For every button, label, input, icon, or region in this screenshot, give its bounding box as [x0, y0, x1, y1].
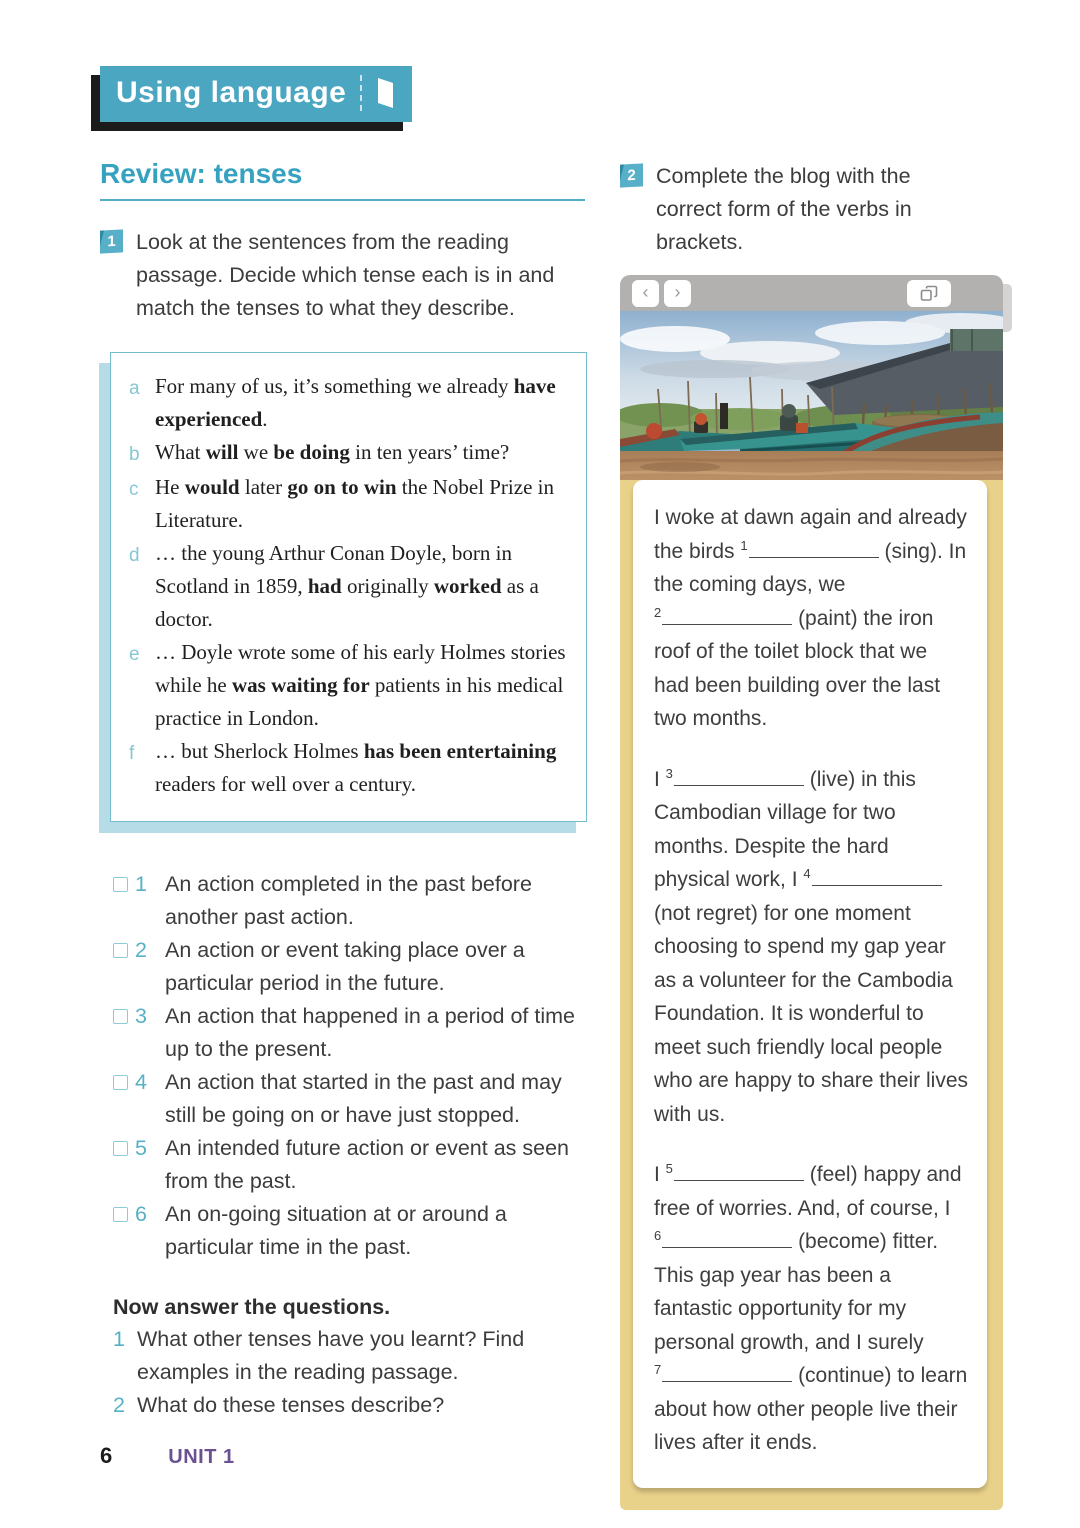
- sentence-item-f: [129, 735, 572, 801]
- match-number: 3: [135, 1004, 147, 1028]
- unit-label: UNIT 1: [168, 1446, 235, 1468]
- sentence-letter: a: [129, 378, 140, 399]
- village-boats-photo: [620, 311, 1003, 494]
- blog-paragraph-1: I woke at dawn again and already the birds $^1$ (sing). In the coming days, we $^2$ (paint) the iron roof of the toilet block that we had been building over the last two months.: [654, 506, 967, 730]
- match-text: An on-going situation at or around a particular time in the past.: [165, 1202, 507, 1259]
- blog-blank-7[interactable]: 7: [654, 1364, 792, 1387]
- blank-line: [662, 610, 792, 625]
- blog-blank-3[interactable]: 3: [666, 768, 804, 791]
- tense-match-item-6: [113, 1198, 587, 1264]
- using-language-banner: [100, 66, 412, 122]
- question-item-1: [113, 1323, 587, 1389]
- section-underline: [100, 199, 585, 201]
- forward-button[interactable]: [664, 280, 691, 307]
- blank-line: [812, 871, 942, 886]
- sentence-item-c: [129, 471, 572, 537]
- match-checkbox-3[interactable]: [113, 1009, 128, 1024]
- blog-paragraph-2: I $^3$ (live) in this Cambodian village for two months. Despite the hard physical work, I $^4$ (not regret) for one moment choosing to spend my gap year as a volunteer for the Cambodia Foundation. It is wonderful to meet such friendly local people who are happy to share their lives with us.: [654, 765, 969, 1126]
- sentence-text: What will we be doing in ten years’ time?: [155, 440, 510, 464]
- duplicate-window-button[interactable]: [907, 280, 951, 307]
- blog-paragraph-3: I $^5$ (feel) happy and free of worries. And, of course, I $^6$ (become) fitter. This gap year has been a fantastic opportunity for my personal growth, and I surely $^7$ (continue) to learn about how other people live their lives after it ends.: [654, 1161, 968, 1454]
- sentence-letter: d: [129, 545, 140, 566]
- blank-line: [749, 543, 879, 558]
- section-heading: [100, 158, 585, 201]
- duplicate-window-icon: [920, 285, 938, 302]
- match-text: An action completed in the past before another past action.: [165, 872, 532, 929]
- match-checkbox-2[interactable]: [113, 943, 128, 958]
- question-list: [113, 1323, 587, 1422]
- blank-line: [662, 1367, 792, 1382]
- sentence-letter: f: [129, 743, 135, 764]
- blog-blank-1[interactable]: 1: [740, 540, 878, 563]
- match-text: An action or event taking place over a particular period in the future.: [165, 938, 525, 995]
- question-text: What do these tenses describe?: [137, 1393, 445, 1417]
- forward-icon: ›: [674, 281, 681, 302]
- exercise-1: [100, 226, 587, 325]
- blog-blank-2[interactable]: 2: [654, 607, 792, 630]
- followup-heading: Now answer the questions.: [113, 1295, 391, 1319]
- match-number: 1: [135, 872, 147, 896]
- sentence-text: For many of us, it’s something we already have experienced.: [155, 374, 556, 431]
- sentence-box: [110, 352, 587, 822]
- exercise-1-instruction: Look at the sentences from the reading passage. Decide which tense each is in and match the tenses to what they describe.: [136, 230, 555, 320]
- back-button[interactable]: [632, 280, 659, 307]
- match-checkbox-5[interactable]: [113, 1141, 128, 1156]
- sentence-item-e: [129, 636, 572, 735]
- blank-line: [674, 771, 804, 786]
- sentence-letter: e: [129, 644, 140, 665]
- tense-match-item-5: [113, 1132, 587, 1198]
- sentence-text: … the young Arthur Conan Doyle, born in Scotland in 1859, had originally worked as a doctor.: [155, 541, 539, 631]
- tense-match-item-4: [113, 1066, 587, 1132]
- banner-title: Using language: [116, 76, 347, 109]
- sentence-item-d: [129, 537, 572, 636]
- page-footer: [100, 1443, 235, 1469]
- banner-divider: [360, 75, 362, 111]
- match-checkbox-1[interactable]: [113, 877, 128, 892]
- tense-match-item-1: [113, 868, 587, 934]
- blank-line: [662, 1233, 792, 1248]
- match-number: 6: [135, 1202, 147, 1226]
- sentence-letter: c: [129, 479, 139, 500]
- browser-window: [620, 275, 1003, 1510]
- exercise-2-instruction: Complete the blog with the correct form of the verbs in brackets.: [656, 164, 912, 254]
- browser-toolbar: [620, 275, 1003, 311]
- blog-blank-6[interactable]: 6: [654, 1230, 792, 1253]
- exercise-2-number-badge: 2: [620, 163, 643, 187]
- left-column: [100, 226, 587, 1422]
- question-text: What other tenses have you learnt? Find examples in the reading passage.: [137, 1327, 525, 1384]
- blog-card: [633, 480, 987, 1488]
- exercise-2: [620, 160, 1020, 259]
- bookmark-icon: [374, 76, 396, 110]
- page-number: 6: [100, 1443, 113, 1468]
- back-icon: ‹: [642, 281, 649, 302]
- tense-match-item-2: [113, 934, 587, 1000]
- exercise-1-number-badge: 1: [100, 229, 123, 253]
- match-checkbox-4[interactable]: [113, 1075, 128, 1090]
- blog-blank-5[interactable]: 5: [666, 1163, 804, 1186]
- blank-line: [674, 1166, 804, 1181]
- right-column: [620, 160, 1020, 1510]
- match-checkbox-6[interactable]: [113, 1207, 128, 1222]
- section-title: Review: tenses: [100, 158, 303, 189]
- tense-match-list: [113, 868, 587, 1264]
- sentence-text: He would later go on to win the Nobel Prize in Literature.: [155, 475, 554, 532]
- sentence-item-a: [129, 370, 572, 436]
- sentence-item-b: [129, 436, 572, 471]
- match-text: An action that happened in a period of time up to the present.: [165, 1004, 575, 1061]
- question-number: 2: [113, 1393, 125, 1417]
- match-number: 2: [135, 938, 147, 962]
- match-text: An action that started in the past and may still be going on or have just stopped.: [165, 1070, 562, 1127]
- sentence-letter: b: [129, 444, 140, 465]
- blog-blank-4[interactable]: 4: [803, 868, 941, 891]
- question-item-2: [113, 1389, 587, 1422]
- sentence-text: … but Sherlock Holmes has been entertaining readers for well over a century.: [155, 739, 557, 796]
- match-text: An intended future action or event as seen from the past.: [165, 1136, 569, 1193]
- sentence-text: … Doyle wrote some of his early Holmes stories while he was waiting for patients in his medical practice in London.: [155, 640, 566, 730]
- match-number: 4: [135, 1070, 147, 1094]
- blog-panel: [620, 480, 1003, 1510]
- tense-match-item-3: [113, 1000, 587, 1066]
- match-number: 5: [135, 1136, 147, 1160]
- question-number: 1: [113, 1327, 125, 1351]
